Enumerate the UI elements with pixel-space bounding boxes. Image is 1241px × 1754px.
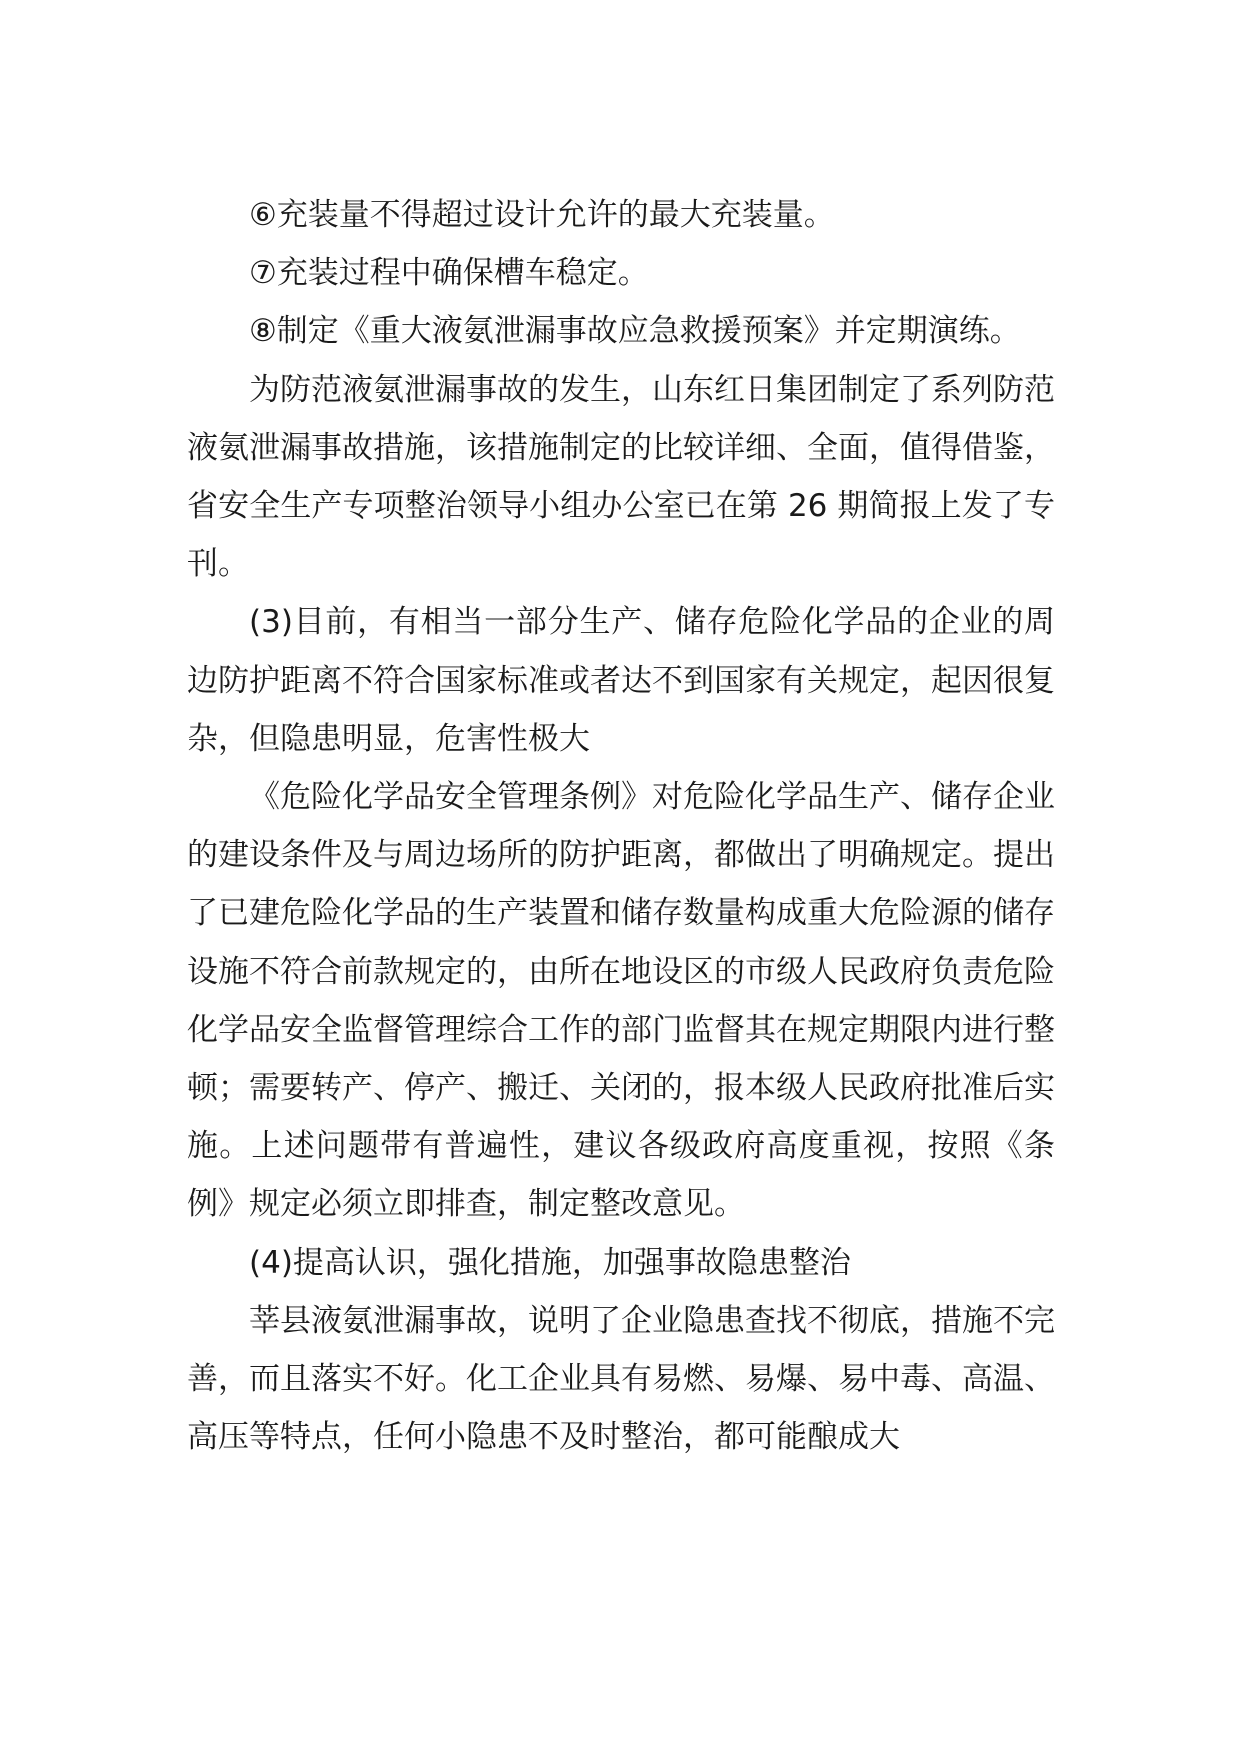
paragraph-item-7: ⑦充装过程中确保槽车稳定。 <box>249 255 649 292</box>
document-page <box>187 186 1055 1466</box>
paragraph-section-4-heading: (4)提高认识，强化措施，加强事故隐患整治 <box>249 1244 851 1281</box>
paragraph-shenxian-accident: 莘县液氨泄漏事故，说明了企业隐患查找不彻底，措施不完善，而且落实不好。化工企业具有易燃、易爆、易中毒、高温、高压等特点，任何小隐患不及时整治，都可能酿成大 <box>187 1302 1055 1456</box>
paragraph-item-8: ⑧制定《重大液氨泄漏事故应急救援预案》并定期演练。 <box>249 313 1021 350</box>
paragraph-hongri-measures: 为防范液氨泄漏事故的发生，山东红日集团制定了系列防范液氨泄漏事故措施，该措施制定的比较详细、全面，值得借鉴，省安全生产专项整治领导小组办公室已在第 26 期简报上发了专刊。 <box>187 371 1055 583</box>
paragraph-item-6: ⑥充装量不得超过设计允许的最大充装量。 <box>249 197 835 233</box>
paragraph-section-3-heading: (3)目前，有相当一部分生产、储存危险化学品的企业的周边防护距离不符合国家标准或者达不到国家有关规定，起因很复杂，但隐患明显，危害性极大 <box>187 604 1055 757</box>
paragraph-regulation: 《危险化学品安全管理条例》对危险化学品生产、储存企业的建设条件及与周边场所的防护距离，都做出了明确规定。提出了已建危险化学品的生产装置和储存数量构成重大危险源的储存设施不符合前款规定的，由所在地设区的市级人民政府负责危险化学品安全监督管理综合工作的部门监督其在规定期限内进行整顿；需要转产、停产、搬迁、关闭的，报本级人民政府批准后实施。上述问题带有普遍性，建议各级政府高度重视，按照《条例》规定必须立即排查，制定整改意见。 <box>187 779 1055 1223</box>
